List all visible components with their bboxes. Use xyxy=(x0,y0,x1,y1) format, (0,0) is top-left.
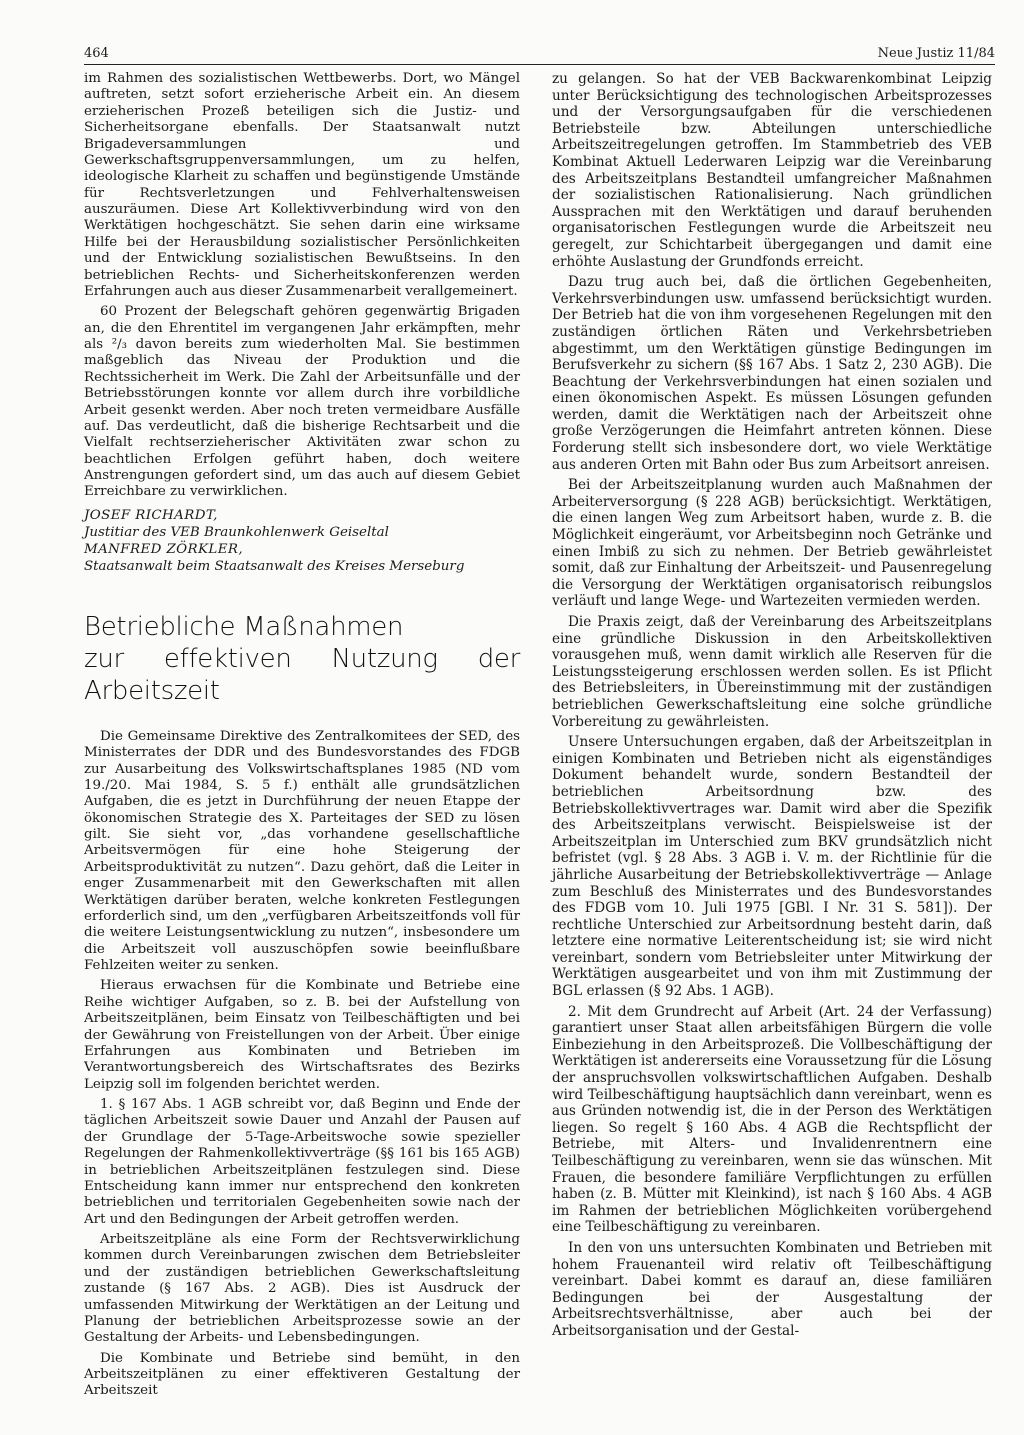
paragraph: Bei der Arbeitszeitplanung wurden auch Maßnahmen der Arbeiterversorgung (§ 228 AGB) berücksichtigt. Werktätigen, die einen langen Weg zum Arbeitsort haben, wurde z. B. die Möglichkeit eingeräumt, vor Arbeitsbeginn noch Getränke und einen Imbiß zu sich zu nehmen. Der Betrieb gewährleistet somit, daß zur Einhaltung der Arbeitszeit- und Pausenregelung die Versorgung der Werktätigen organisatorisch reibungslos verläuft und lange Wege- und Wartezeiten vermieden werden. xyxy=(552,477,992,610)
paragraph: Arbeitszeitpläne als eine Form der Rechtsverwirklichung kommen durch Vereinbarungen zwischen dem Betriebsleiter und der zuständigen betrieblichen Gewerkschaftsleitung zustande (§ 167 Abs. 2 AGB). Dies ist Ausdruck der umfassenden Mitwirkung der Werktätigen an der Leitung und Planung der betrieblichen Arbeitsprozesse sowie an der Gestaltung der Arbeits- und Lebensbedingungen. xyxy=(84,1232,520,1346)
paragraph: 2. Mit dem Grundrecht auf Arbeit (Art. 24 der Verfassung) garantiert unser Staat allen arbeitsfähigen Bürgern die volle Einbeziehung in den Arbeitsprozeß. Die Vollbeschäftigung der Werktätigen ist andererseits eine Voraussetzung für die Lösung der anspruchsvollen volkswirtschaftlichen Aufgaben. Deshalb wird Teilbeschäftigung hauptsächlich dann vereinbart, wenn es aus Gründen notwendig ist, die in der Person des Werktätigen liegen. So regelt § 160 Abs. 4 AGB die Rechtspflicht der Betriebe, mit Alters- und Invalidenrentnern eine Teilbeschäftigung zu vereinbaren, wenn sie das wünschen. Mit Frauen, die besondere familiäre Verpflichtungen zu erfüllen haben (z. B. Mütter mit Kleinkind), ist nach § 160 Abs. 4 AGB im Rahmen der betrieblichen Möglichkeiten vorübergehend eine Teilbeschäftigung zu vereinbaren. xyxy=(552,1003,992,1236)
paragraph: Die Kombinate und Betriebe sind bemüht, in den Arbeitszeitplänen zu einer effektiveren Gestaltung der Arbeitszeit xyxy=(84,1350,520,1399)
journal-issue: Neue Justiz 11/84 xyxy=(877,46,995,61)
page-header xyxy=(84,46,995,62)
page-number: 464 xyxy=(84,46,109,61)
paragraph: Dazu trug auch bei, daß die örtlichen Gegebenheiten, Verkehrsverbindungen usw. umfassend berücksichtigt wurden. Der Betrieb hat die von ihm vorgesehenen Regelungen mit den zuständigen örtlichen Räten und Verkehrsbetrieben abgestimmt, um den Werktätigen günstige Bedingungen im Berufsverkehr zu sichern (§§ 167 Abs. 1 Satz 2, 230 AGB). Die Beachtung der Verkehrsverbindungen hat einen sozialen und einen ökonomischen Aspekt. Es müssen Lösungen gefunden werden, damit die Werktätigen nach der Arbeitszeit ohne große Verzögerungen die Heimfahrt antreten können. Diese Forderung stellt sich insbesondere dort, wo viele Werktätige aus anderen Orten mit Bahn oder Bus zum Arbeitsort anreisen. xyxy=(552,274,992,473)
paragraph: 60 Prozent der Belegschaft gehören gegenwärtig Brigaden an, die den Ehrentitel im vergangenen Jahr erkämpften, mehr als ²/₃ davon bereits zum wiederholten Mal. Sie bestimmen maßgeblich das Niveau der Produktion und die Rechtssicherheit im Werk. Die Zahl der Arbeitsunfälle und der Betriebsstörungen konnte vor allem durch ihre vorbildliche Arbeit gesenkt werden. Aber noch treten vermeidbare Ausfälle auf. Das verdeutlicht, daß die bisherige Rechtsarbeit und die Vielfalt rechtserzieherischer Aktivitäten zwar schon zu beachtlichen Erfolgen geführt haben, doch weitere Anstrengungen gefordert sind, um das auch auf diesem Gebiet Erreichbare zu verwirklichen. xyxy=(84,304,520,500)
header-rule xyxy=(84,64,995,65)
paragraph: In den von uns untersuchten Kombinaten und Betrieben mit hohem Frauenanteil wird relativ oft Teilbeschäftigung vereinbart. Dabei kommt es darauf an, diese familiären Bedingungen bei der Ausgestaltung der Arbeitsrechtsverhältnisse, aber auch bei der Arbeitsorganisation und der Gestal- xyxy=(552,1239,992,1339)
author-role: Staatsanwalt beim Staatsanwalt des Kreises Merseburg xyxy=(84,558,465,574)
article-title-line: Betriebliche Maßnahmen xyxy=(84,611,404,642)
author-name: MANFRED ZÖRKLER, xyxy=(84,541,244,557)
article-title-line: zur effektiven Nutzung der Arbeitszeit xyxy=(84,643,520,706)
author-role: Justitiar des VEB Braunkohlenwerk Geiseltal xyxy=(84,524,389,540)
paragraph: Unsere Untersuchungen ergaben, daß der Arbeitszeitplan in einigen Kombinaten und Betrieben nicht als eigenständiges Dokument behandelt wurde, sondern Bestandteil der betrieblichen Arbeitsordnung bzw. des Betriebskollektivvertrages war. Damit wird aber die Spezifik des Arbeitszeitplans verwischt. Beispielsweise ist der Arbeitszeitplan im Unterschied zum BKV grundsätzlich nicht befristet (vgl. § 28 Abs. 3 AGB i. V. m. der Richtlinie für die jährliche Ausarbeitung der Betriebskollektivverträge — Anlage zum Beschluß des Ministerrates und des Bundesvorstandes des FDGB vom 10. Juli 1975 [GBl. I Nr. 31 S. 581]). Der rechtliche Unterschied zur Arbeitsordnung besteht darin, daß letztere eine normative Leiterentscheidung ist; sie wird nicht vereinbart, sondern vom Betriebsleiter unter Mitwirkung der Werktätigen ausgearbeitet und von ihm mit Zustimmung der BGL erlassen (§ 92 Abs. 1 AGB). xyxy=(552,734,992,1000)
author-signatures xyxy=(84,507,520,575)
right-column xyxy=(552,71,992,1344)
paragraph: Die Praxis zeigt, daß der Vereinbarung des Arbeitszeitplans eine gründliche Diskussion in den Arbeitskollektiven vorausgehen muß, wenn damit wirklich alle Reserven für die Leistungssteigerung erschlossen werden sollen. Es ist Pflicht des Betriebsleiters, in Übereinstimmung mit der zuständigen betrieblichen Gewerkschaftsleitung eine solche gründliche Vorbereitung zu gewährleisten. xyxy=(552,614,992,730)
paragraph: Die Gemeinsame Direktive des Zentralkomitees der SED, des Ministerrates der DDR und des Bundesvorstandes des FDGB zur Ausarbeitung des Volkswirtschaftsplanes 1985 (ND vom 19./20. Mai 1984, S. 5 f.) enthält alle grundsätzlichen Aufgaben, die es jetzt in Durchführung der neuen Etappe der ökonomischen Strategie des X. Parteitages der SED zu lösen gilt. Sie sieht vor, „das vorhandene gesellschaftliche Arbeitsvermögen für eine hohe Steigerung der Arbeitsproduktivität zu nutzen“. Dazu gehört, daß die Leiter in enger Zusammenarbeit mit den Gewerkschaften mit allen Werktätigen darüber beraten, welche konkreten Festlegungen erforderlich sind, um den „verfügbaren Arbeitszeitfonds voll für die weitere Leistungsentwicklung zu nutzen“, insbesondere um die Arbeitszeit voll auszuschöpfen sowie beeinflußbare Fehlzeiten weiter zu senken. xyxy=(84,728,520,973)
author-name: JOSEF RICHARDT, xyxy=(84,507,218,523)
left-column xyxy=(84,71,520,1404)
paragraph: im Rahmen des sozialistischen Wettbewerbs. Dort, wo Mängel auftreten, setzt sofort erzieherische Arbeit ein. An diesem erzieherischen Prozeß beteiligen sich die Justiz- und Sicherheitsorgane ebenfalls. Der Staatsanwalt nutzt Brigadeversammlungen und Gewerkschaftsgruppenversammlungen, um zu helfen, ideologische Klarheit zu schaffen und begünstigende Umstände für Rechtsverletzungen und Fehlverhaltensweisen auszuräumen. Diese Art Kollektivverbindung wird von den Werktätigen hochgeschätzt. Sie sehen darin eine wirksame Hilfe bei der Herausbildung sozialistischer Persönlichkeiten und der Entwicklung sozialistischen Bewußtseins. In den betrieblichen Rechts- und Sicherheitskonferenzen werden Erfahrungen auch aus dieser Zusammenarbeit verallgemeinert. xyxy=(84,71,520,299)
article-title xyxy=(84,611,520,707)
paragraph: 1. § 167 Abs. 1 AGB schreibt vor, daß Beginn und Ende der täglichen Arbeitszeit sowie Dauer und Anzahl der Pausen auf der Grundlage der 5-Tage-Arbeitswoche sowie spezieller Regelungen der Rahmenkollektivverträge (§§ 161 bis 165 AGB) in betrieblichen Arbeitszeitplänen festzulegen sind. Diese Entscheidung kann immer nur entsprechend den konkreten betrieblichen und territorialen Gegebenheiten sowie nach der Art und den Bedingungen der Arbeit getroffen werden. xyxy=(84,1097,520,1227)
paragraph: Hieraus erwachsen für die Kombinate und Betriebe eine Reihe wichtiger Aufgaben, so z. B. bei der Aufstellung von Arbeitszeitplänen, beim Einsatz von Teilbeschäftigten und bei der Gewährung von Freistellungen von der Arbeit. Über einige Erfahrungen aus Kombinaten und Betrieben im Verantwortungsbereich des Wirtschaftsrates des Bezirks Leipzig soll im folgenden berichtet werden. xyxy=(84,978,520,1092)
paragraph: zu gelangen. So hat der VEB Backwarenkombinat Leipzig unter Berücksichtigung des technologischen Arbeitsprozesses und der Versorgungsaufgaben für die verschiedenen Betriebsteile bzw. Abteilungen unterschiedliche Arbeitszeitregelungen getroffen. Im Stammbetrieb des VEB Kombinat Aktuell Lederwaren Leipzig war die Vereinbarung des Arbeitszeitplans Bestandteil umfangreicher Maßnahmen der sozialistischen Rationalisierung. Nach gründlichen Aussprachen mit den Werktätigen und darauf beruhenden organisatorischen Festlegungen wurde die Arbeitszeit neu geregelt, zur Schichtarbeit übergegangen und damit eine erhöhte Auslastung der Grundfonds erreicht. xyxy=(552,71,992,270)
